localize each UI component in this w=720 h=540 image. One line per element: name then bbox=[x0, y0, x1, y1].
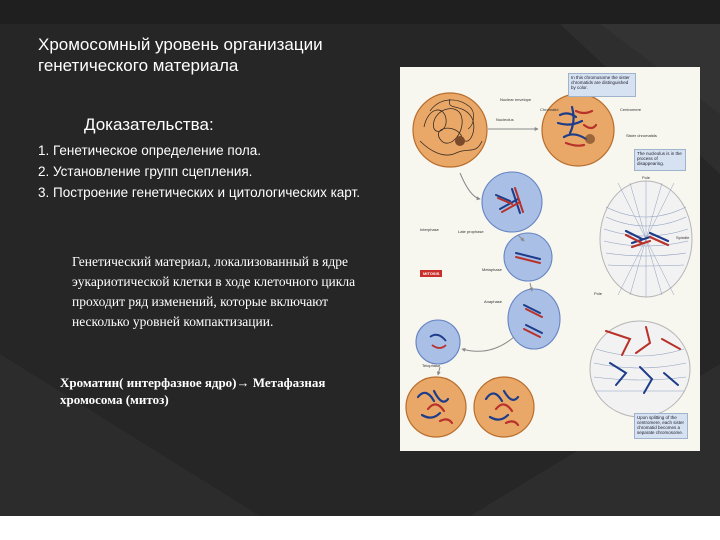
note-nucleolus: The nucleolus is in the process of disappearing. bbox=[634, 149, 686, 171]
slide-title-line-1: Хромосомный уровень организации bbox=[38, 35, 323, 54]
chromatin-formula-line-2: хромосома (митоз) bbox=[60, 392, 169, 407]
mitosis-tag: MITOSIS bbox=[420, 270, 442, 277]
mitosis-figure bbox=[400, 67, 700, 451]
label-interphase: Interphase bbox=[420, 227, 439, 232]
bottom-band bbox=[0, 516, 720, 540]
evidence-list bbox=[38, 140, 393, 203]
daughter-cell-right bbox=[474, 377, 534, 437]
interphase-cell bbox=[413, 93, 487, 167]
label-metaphase: Metaphase bbox=[482, 267, 502, 272]
label-chromatid: Chromatid bbox=[540, 107, 559, 112]
label-nucleolus: Nucleolus bbox=[496, 117, 514, 122]
evidence-item: 2. Установление групп сцепления. bbox=[38, 164, 253, 179]
prophase-cell bbox=[542, 94, 614, 166]
anaphase-spindle bbox=[590, 321, 690, 417]
late-prophase-cell bbox=[482, 172, 542, 232]
anaphase-cell bbox=[508, 289, 560, 349]
label-sister-chromatids: Sister chromatids bbox=[626, 133, 657, 138]
chromatin-formula-line-1: Хроматин( интерфазное ядро)→ Метафазная bbox=[60, 375, 326, 390]
body-paragraph: Генетический материал, локализованный в ядре эукариотической клетки в ходе клеточного цикла проходит ряд изменений, которые включают несколько уровней компактизации. bbox=[72, 254, 356, 329]
label-pole-bottom: Pole bbox=[594, 291, 603, 296]
note-centromere: Upon splitting of the centromere, each sister chromatid becomes a separate chromosome. bbox=[634, 413, 688, 439]
metaphase-cell bbox=[504, 233, 552, 281]
label-telophase: Telophase bbox=[422, 363, 441, 368]
label-pole-top: Pole bbox=[642, 175, 651, 180]
label-spindle: Spindle bbox=[676, 235, 690, 240]
note-sister-chromatids: In this chromosome the sister chromatids are distinguished by color. bbox=[568, 73, 636, 97]
evidence-item: 1. Генетическое определение пола. bbox=[38, 143, 262, 158]
telophase-cell bbox=[416, 320, 460, 364]
mitosis-diagram bbox=[400, 67, 700, 451]
slide-title-line-2: генетического материала bbox=[38, 56, 239, 75]
label-centromere: Centromere bbox=[620, 107, 642, 112]
label-late-prophase: Late prophase bbox=[458, 229, 484, 234]
evidence-item: 3. Построение генетических и цитологических карт. bbox=[38, 185, 360, 200]
daughter-cell-left bbox=[406, 377, 466, 437]
slide-title bbox=[38, 34, 388, 76]
evidence-heading: Доказательства: bbox=[84, 115, 214, 134]
label-anaphase: Anaphase bbox=[484, 299, 503, 304]
top-band bbox=[0, 0, 720, 24]
chromatin-formula bbox=[60, 374, 380, 408]
label-nuclear-envelope: Nuclear envelope bbox=[500, 97, 532, 102]
